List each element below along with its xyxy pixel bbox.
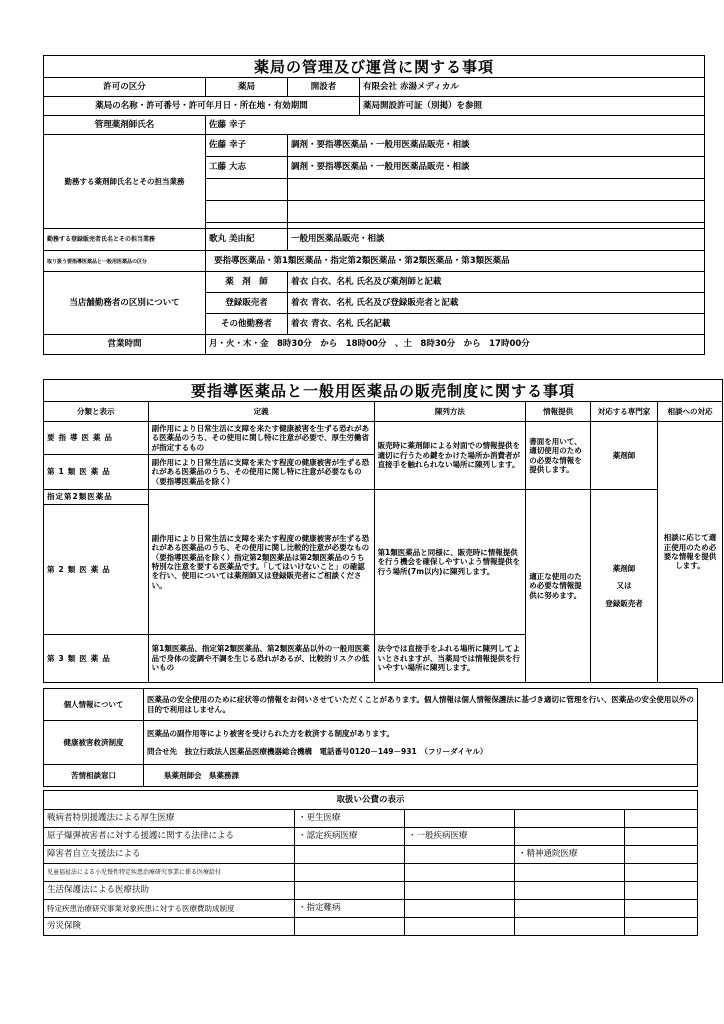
display-cell: 第1類医薬品と同様に、販売時に情報提供を行う機会を確保しやすいよう情報提供を行う場所(7m以内)に陳列します。 (374, 490, 526, 635)
expert-cell (591, 490, 658, 683)
handled-categories-value: 要指導医薬品・第1類医薬品・指定第2類医薬品・第2類医薬品・第3類医薬品 (206, 251, 705, 272)
program-cell (405, 918, 515, 936)
empty-cell (206, 179, 288, 201)
complaint-label: 苦情相談窓口 (44, 765, 144, 787)
program-cell: ・認定疾病医療 (295, 828, 405, 846)
program-cell: ・精神通院医療 (515, 846, 625, 864)
relief-line: 医薬品の副作用等により被害を受けられた方を救済する制度があります。 (147, 728, 394, 738)
program-cell (295, 918, 405, 936)
permit-category-label: 許可の区分 (44, 78, 206, 97)
program-cell (405, 810, 515, 828)
pharmacist-name: 工藤 大志 (206, 157, 288, 179)
relief-line: 問合せ先 独立行政法人医薬品医療機器総合機構 電話番号0120－149－931 （フリーダイヤル） (147, 747, 488, 756)
public-expense-title: 取扱い公費の表示 (44, 791, 698, 810)
info-cell: 適正な使用のため必要な情報提供に努めます。 (526, 490, 591, 683)
registered-seller-duty: 一般用医薬品販売・相談 (288, 229, 705, 251)
staff-distinction-label: 当店舗勤務者の区別について (44, 272, 206, 335)
definition-cell: 副作用により日常生活に支障を来たす程度の健康被害が生ずる恐れがある医薬品のうち、その使用に関し比較的注意が必要なもの（要指導医薬品を除く）指定第2類医薬品は第2類医薬品のうち特別な注意を要する医薬品です。「してはいけないこと」の確認を行い、使用については薬剤師又は登録販売者にご相談ください。 (148, 490, 374, 635)
hours-value: 月・火・木・金 8時30分 から 18時00分 、土 8時30分 から 17時00分 (206, 335, 705, 355)
program-cell (405, 846, 515, 864)
program-cell: ・一般疾病医療 (405, 828, 515, 846)
management-title: 薬局の管理及び運営に関する事項 (44, 56, 705, 78)
manager-value: 佐藤 幸子 (206, 116, 705, 135)
pharmacist-name: 佐藤 幸子 (206, 135, 288, 157)
hours-label: 営業時間 (44, 335, 206, 355)
consultation-cell: 相談に応じて適正使用のため必要な情報を提供します。 (658, 422, 723, 683)
registered-seller-name: 歌丸 美由紀 (206, 229, 288, 251)
header-category: 分類と表示 (44, 402, 149, 422)
manager-label: 管理薬剤師氏名 (44, 116, 206, 135)
header-info: 情報提供 (526, 402, 591, 422)
category-cell: 指定第2類医薬品 (44, 490, 149, 505)
founder-value: 有限会社 赤湯メディカル (360, 78, 705, 97)
relief-value (144, 721, 698, 765)
privacy-label: 個人情報について (44, 689, 144, 721)
header-consultation: 相談への対応 (658, 402, 723, 422)
program-cell (405, 882, 515, 900)
founder-label: 開設者 (288, 78, 360, 97)
program-cell (515, 918, 625, 936)
staff-role: 薬 剤 師 (206, 272, 288, 293)
program-cell (625, 918, 698, 936)
program-cell (515, 810, 625, 828)
program-cell (625, 846, 698, 864)
header-definition: 定義 (148, 402, 374, 422)
display-cell: 法令では直接手をふれる場所に陳列してよいとされますが、当薬局では情報提供を行いやすい場所に陳列します。 (374, 635, 526, 683)
category-cell: 第3類医薬品 (44, 635, 149, 683)
program-cell (625, 900, 698, 918)
staff-role: その他勤務者 (206, 314, 288, 335)
law-cell: 特定疾患治療研究事業対象疾患に対する医療費助成制度 (44, 900, 295, 918)
definition-cell: 副作用により日常生活に支障を来たす健康被害を生ずる恐れがある医薬品のうち、その使用に関し特に注意が必要で、厚生労働省が指定するもの (148, 422, 374, 455)
program-cell (295, 882, 405, 900)
pharmacist-duty: 調剤・要指導医薬品・一般用医薬品販売・相談 (288, 135, 705, 157)
expert-line: 薬剤師 (612, 563, 636, 573)
relief-label: 健康被害救済制度 (44, 721, 144, 765)
program-cell (625, 864, 698, 882)
law-cell: 戦病者特別援護法による厚生医療 (44, 810, 295, 828)
staff-desc: 着衣 青衣、名札 氏名及び登録販売者と記載 (288, 293, 705, 314)
info-contact-table (43, 688, 698, 787)
name-info-value: 薬局開設許可証（別掲）を参照 (360, 97, 705, 116)
handled-categories-label: 取り扱う要指導医薬品と一般用医薬品の区分 (44, 251, 206, 272)
law-cell: 労災保険 (44, 918, 295, 936)
empty-cell (206, 201, 288, 223)
law-cell: 原子爆弾被害者に対する援護に関する法律による (44, 828, 295, 846)
empty-cell (288, 201, 705, 223)
definition-cell: 第1類医薬品、指定第2類医薬品、第2類医薬品以外の一般用医薬品で身体の変調や不調を生じる恐れがあるが、比較的リスクの低いもの (148, 635, 374, 683)
program-cell (405, 900, 515, 918)
program-cell (405, 864, 515, 882)
law-cell: 生活保護法による医療扶助 (44, 882, 295, 900)
info-cell: 書面を用いて、適切使用のための必要な情報を提供します。 (526, 422, 591, 490)
header-display: 陳列方法 (374, 402, 526, 422)
program-cell (625, 828, 698, 846)
program-cell (625, 810, 698, 828)
program-cell: ・更生医療 (295, 810, 405, 828)
sales-system-title: 要指導医薬品と一般用医薬品の販売制度に関する事項 (44, 380, 723, 402)
header-expert: 対応する専門家 (591, 402, 658, 422)
empty-cell (288, 179, 705, 201)
permit-category-value: 薬局 (206, 78, 288, 97)
complaint-value: 県薬剤師会 県薬務課 (144, 765, 698, 787)
definition-cell: 副作用により日常生活に支障を来たす程度の健康被害が生ずる恐れがある医薬品のうち、その使用に関し特に注意が必要なもの（要指導医薬品を除く） (148, 455, 374, 490)
category-cell: 第2類医薬品 (44, 505, 149, 635)
name-info-label: 薬局の名称・許可番号・許可年月日・所在地・有効期間 (44, 97, 360, 116)
public-expense-table (43, 790, 698, 936)
program-cell (625, 882, 698, 900)
sales-system-table (43, 379, 723, 683)
law-cell: 児童福祉法による小児慢性特定疾患治療研究事業に係る医療給付 (44, 864, 295, 882)
registered-seller-label: 勤務する登録販売者氏名とその担当業務 (44, 229, 206, 251)
expert-line: 又は (616, 581, 632, 591)
category-cell: 要指導医薬品 (44, 422, 149, 455)
pharmacists-label: 勤務する薬剤師氏名とその担当業務 (44, 135, 206, 229)
expert-line: 登録販売者 (605, 598, 643, 608)
privacy-value: 医薬品の安全使用のために症状等の情報をお伺いさせていただくことがあります。個人情報は個人情報保護法に基づき適切に管理を行い、医薬品の安全使用以外の目的で利用はしません。 (144, 689, 698, 721)
program-cell (295, 846, 405, 864)
category-cell: 第1類医薬品 (44, 455, 149, 490)
program-cell (515, 882, 625, 900)
pharmacy-management-table (43, 55, 705, 355)
expert-cell: 薬剤師 (591, 422, 658, 490)
program-cell: ・指定難病 (295, 900, 405, 918)
pharmacist-duty: 調剤・要指導医薬品・一般用医薬品販売・相談 (288, 157, 705, 179)
staff-desc: 着衣 青衣、名札 氏名記載 (288, 314, 705, 335)
program-cell (515, 864, 625, 882)
display-cell: 販売時に薬剤師による対面での情報提供を適切に行うため鍵をかけた場所か消費者が直接手を触れられない場所に陳列します。 (374, 422, 526, 490)
program-cell (515, 900, 625, 918)
program-cell (515, 828, 625, 846)
staff-role: 登録販売者 (206, 293, 288, 314)
staff-desc: 着衣 白衣、名札 氏名及び薬剤師と記載 (288, 272, 705, 293)
law-cell: 障害者自立支援法による (44, 846, 295, 864)
program-cell (295, 864, 405, 882)
